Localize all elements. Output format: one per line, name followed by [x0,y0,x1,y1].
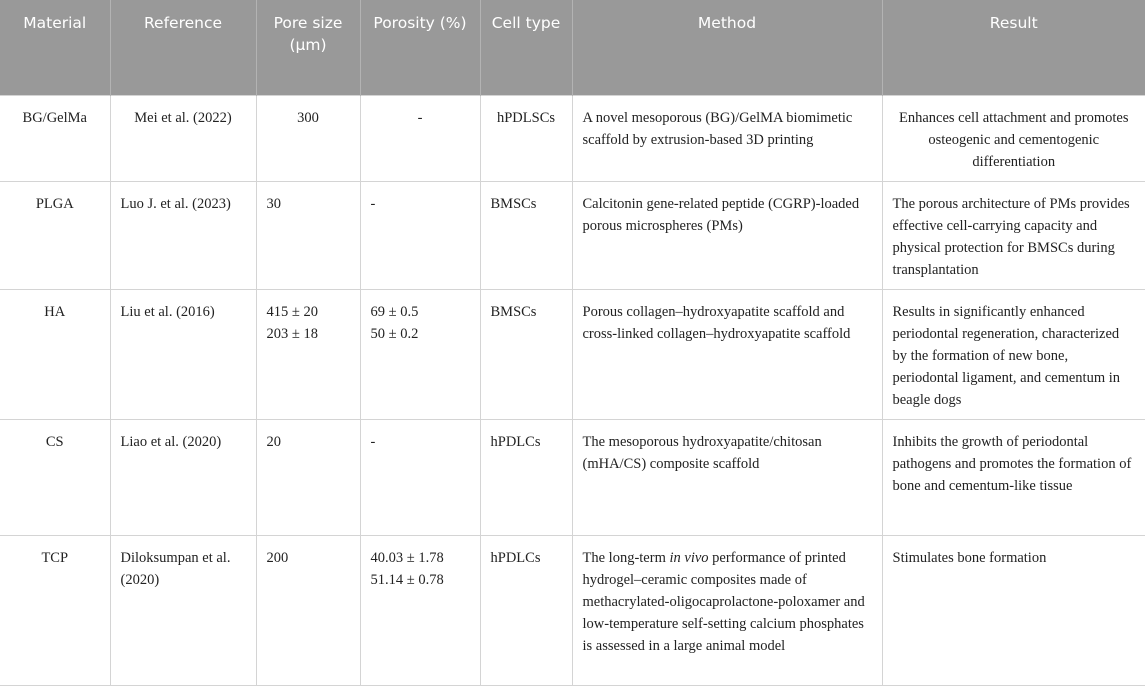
cell-cell-type: hPDLCs [480,420,572,536]
cell-material: BG/GelMa [0,96,110,182]
header-result: Result [882,0,1145,96]
method-text: The long-term [582,550,670,566]
cell-pore-size: 300 [256,96,360,182]
header-row [0,0,1145,96]
cell-porosity: - [360,182,480,290]
header-reference: Reference [110,0,256,96]
cell-reference: Liu et al. (2016) [110,290,256,420]
header-method: Method [572,0,882,96]
cell-material: HA [0,290,110,420]
cell-result: The porous architecture of PMs provides effective cell-carrying capacity and physical protection for BMSCs during transplantation [882,182,1145,290]
cell-reference: Diloksumpan et al. (2020) [110,536,256,686]
cell-pore-size: 20 [256,420,360,536]
cell-result: Stimulates bone formation [882,536,1145,686]
cell-porosity: 69 ± 0.5 50 ± 0.2 [360,290,480,420]
cell-pore-size: 415 ± 20 203 ± 18 [256,290,360,420]
header-cell-type: Cell type [480,0,572,96]
cell-pore-size: 200 [256,536,360,686]
table-row [0,290,1145,420]
table-row [0,420,1145,536]
cell-porosity: 40.03 ± 1.78 51.14 ± 0.78 [360,536,480,686]
table-row [0,182,1145,290]
cell-result: Results in significantly enhanced periodontal regeneration, characterized by the formation of new bone, periodontal ligament, and cementum in beagle dogs [882,290,1145,420]
cell-material: CS [0,420,110,536]
table-row [0,536,1145,686]
cell-cell-type: BMSCs [480,290,572,420]
cell-cell-type: hPDLSCs [480,96,572,182]
method-text: performance of printed hydrogel–ceramic composites made of methacrylated-oligocaprolactone-poloxamer and low-temperature self-setting calcium phosphates is assessed in a large animal model [582,550,865,654]
cell-porosity: - [360,420,480,536]
cell-material: TCP [0,536,110,686]
header-pore-size: Pore size (µm) [256,0,360,96]
cell-cell-type: BMSCs [480,182,572,290]
cell-cell-type: hPDLCs [480,536,572,686]
header-material: Material [0,0,110,96]
cell-method: Porous collagen–hydroxyapatite scaffold and cross-linked collagen–hydroxyapatite scaffold [572,290,882,420]
cell-result: Inhibits the growth of periodontal pathogens and promotes the formation of bone and cementum-like tissue [882,420,1145,536]
cell-method: Calcitonin gene-related peptide (CGRP)-loaded porous microspheres (PMs) [572,182,882,290]
header-porosity: Porosity (%) [360,0,480,96]
cell-material: PLGA [0,182,110,290]
cell-porosity: - [360,96,480,182]
cell-method [572,536,882,686]
cell-method: A novel mesoporous (BG)/GelMA biomimetic scaffold by extrusion-based 3D printing [572,96,882,182]
method-italic: in vivo [669,550,709,566]
cell-pore-size: 30 [256,182,360,290]
cell-reference: Mei et al. (2022) [110,96,256,182]
table-row [0,96,1145,182]
cell-method: The mesoporous hydroxyapatite/chitosan (mHA/CS) composite scaffold [572,420,882,536]
cell-result: Enhances cell attachment and promotes osteogenic and cementogenic differentiation [882,96,1145,182]
cell-reference: Luo J. et al. (2023) [110,182,256,290]
cell-reference: Liao et al. (2020) [110,420,256,536]
